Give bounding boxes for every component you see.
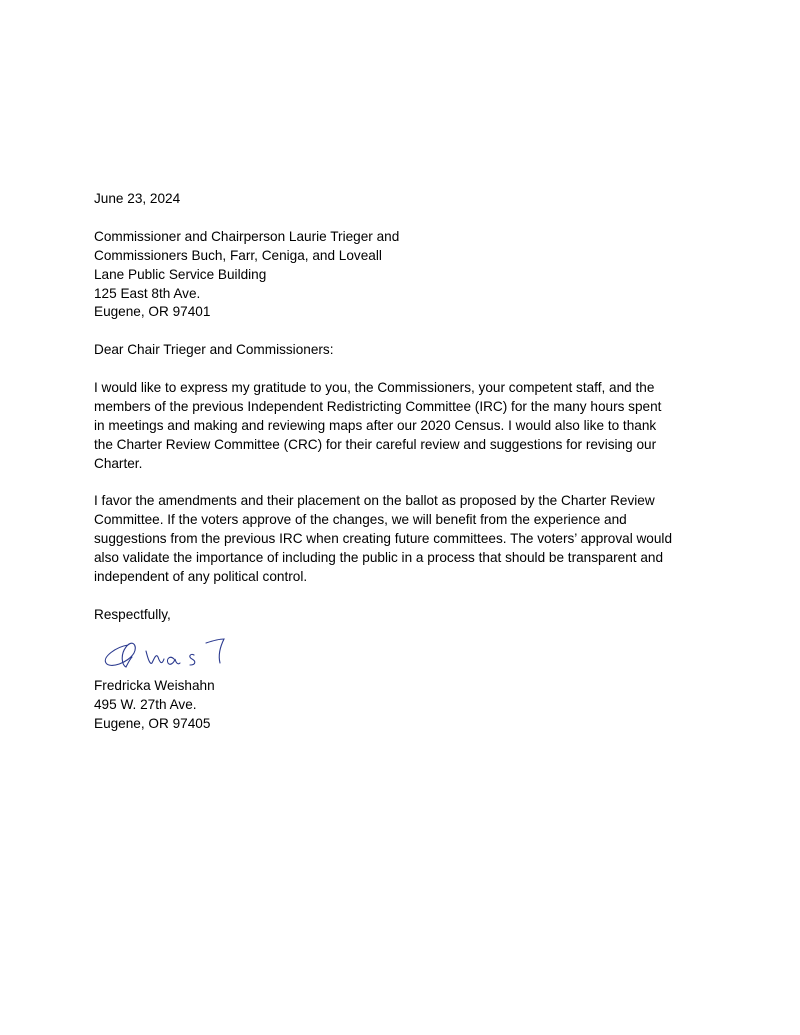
sender-name: Fredricka Weishahn	[94, 677, 215, 693]
recipient-line-2: Commissioners Buch, Farr, Ceniga, and Loveall	[94, 247, 382, 263]
paragraph-2-line-5: independent of any political control.	[94, 569, 308, 585]
recipient-line-4: 125 East 8th Ave.	[94, 285, 201, 301]
paragraph-1-line-4: the Charter Review Committee (CRC) for their careful review and suggestions for revising our	[94, 436, 657, 452]
body-paragraph-1	[94, 379, 714, 474]
paragraph-2-line-3: suggestions from the previous IRC when creating future committees. The voters’ approval would	[94, 531, 673, 547]
paragraph-1-line-3: in meetings and making and reviewing maps after our 2020 Census. I would also like to thank	[94, 417, 657, 433]
salutation: Dear Chair Trieger and Commissioners:	[94, 342, 334, 358]
paragraph-1-line-1: I would like to express my gratitude to you, the Commissioners, your competent staff, and the	[94, 380, 655, 396]
paragraph-2-line-1: I favor the amendments and their placement on the ballot as proposed by the Charter Review	[94, 493, 655, 509]
recipient-line-5: Eugene, OR 97401	[94, 304, 211, 320]
sender-address-2: Eugene, OR 97405	[94, 715, 211, 731]
recipient-block	[94, 228, 714, 323]
paragraph-1-line-5: Charter.	[94, 455, 143, 471]
letter-date: June 23, 2024	[94, 191, 181, 206]
paragraph-2-line-2: Committee. If the voters approve of the changes, we will benefit from the experience and	[94, 512, 627, 528]
paragraph-2-line-4: also validate the importance of including the public in a process that should be transparent and	[94, 550, 664, 566]
recipient-line-3: Lane Public Service Building	[94, 266, 267, 282]
signature	[94, 633, 714, 677]
sender-address-1: 495 W. 27th Ave.	[94, 696, 197, 712]
closing: Respectfully,	[94, 606, 171, 622]
paragraph-1-line-2: members of the previous Independent Redistricting Committee (IRC) for the many hours spent	[94, 398, 662, 414]
sender-block	[94, 677, 714, 734]
handwritten-signature	[98, 633, 248, 677]
recipient-line-1: Commissioner and Chairperson Laurie Trieger and	[94, 228, 400, 244]
letter	[94, 190, 714, 733]
body-paragraph-2	[94, 492, 714, 587]
